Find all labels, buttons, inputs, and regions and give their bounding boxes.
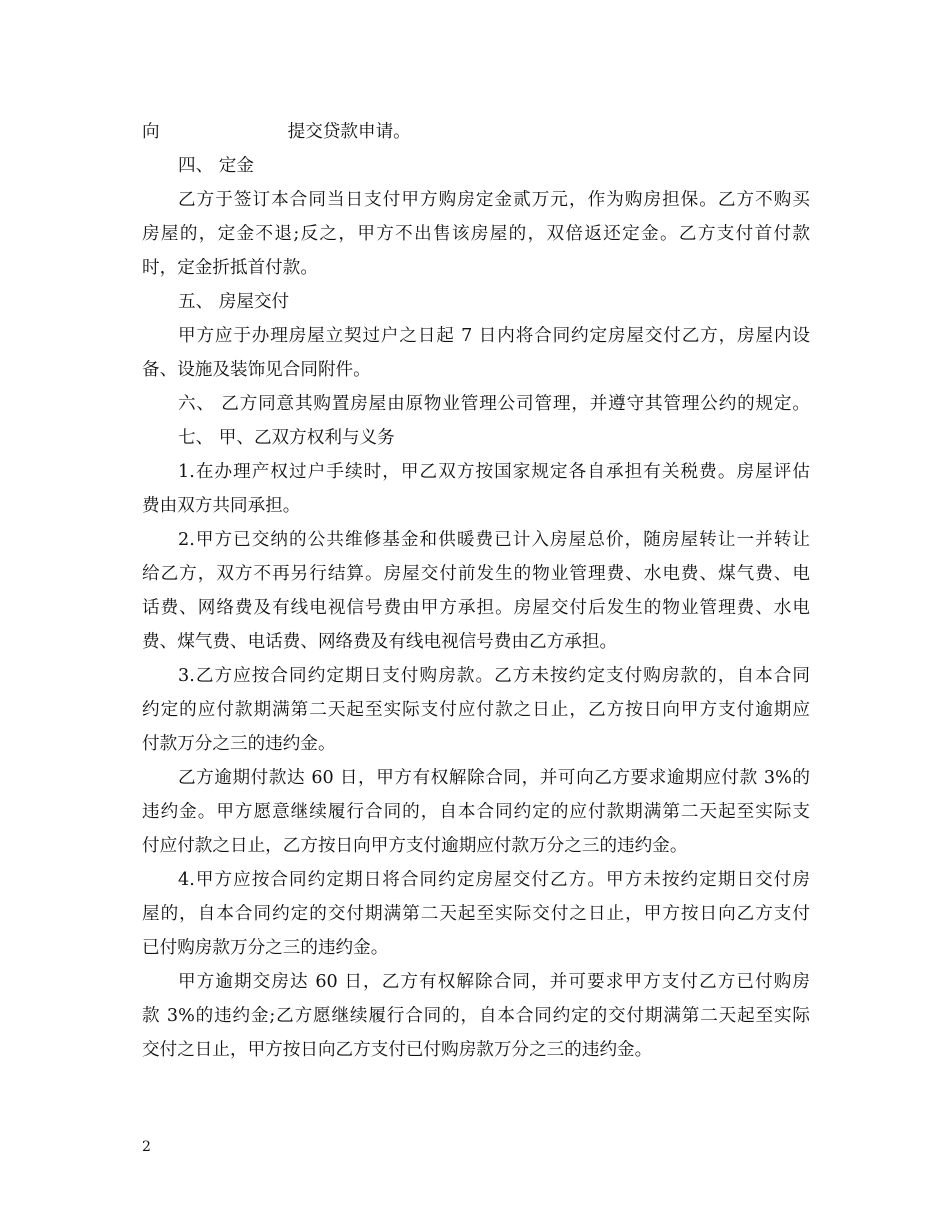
line-text: 已付购房款万分之三的违约金。 — [142, 938, 389, 958]
line-text: 付款万分之三的违约金。 — [142, 734, 336, 754]
text-line — [142, 761, 810, 795]
line-text: 交付之日止，甲方按日向乙方支付已付购房款万分之三的违约金。 — [142, 1040, 653, 1060]
text-line — [142, 591, 810, 625]
line-text: 约定的应付款期满第二天起至实际支付应付款之日止，乙方按日向甲方支付逾期应 — [142, 700, 810, 720]
page-number: 2 — [142, 1139, 151, 1155]
line-text: 给乙方，双方不再另行结算。房屋交付前发生的物业管理费、水电费、煤气费、电 — [142, 564, 810, 584]
line-text: 费由双方共同承担。 — [142, 496, 301, 516]
text-segment: 向 — [142, 122, 160, 142]
text-line — [142, 693, 810, 727]
text-line — [142, 965, 810, 999]
text-line — [142, 557, 810, 591]
text-line — [142, 659, 810, 693]
text-line — [142, 1033, 810, 1067]
text-line — [142, 251, 810, 285]
text-segment: 提交贷款申请。 — [287, 122, 411, 142]
text-line — [142, 523, 810, 557]
line-text: 时，定金折抵首付款。 — [142, 258, 318, 278]
text-line — [142, 489, 810, 523]
text-line — [142, 863, 810, 897]
text-line — [142, 217, 810, 251]
text-line — [142, 319, 810, 353]
text-line — [142, 353, 810, 387]
text-line — [142, 149, 810, 183]
text-line — [142, 795, 810, 829]
text-line — [142, 897, 810, 931]
text-line — [142, 285, 810, 319]
line-text: 1.在办理产权过户手续时，甲乙双方按国家规定各自承担有关税费。房屋评估 — [178, 462, 810, 482]
line-text: 4.甲方应按合同约定期日将合同约定房屋交付乙方。甲方未按约定期日交付房 — [178, 870, 810, 890]
line-text: 付应付款之日止，乙方按日向甲方支付逾期应付款万分之三的违约金。 — [142, 836, 688, 856]
line-text: 六、 乙方同意其购置房屋由原物业管理公司管理，并遵守其管理公约的规定。 — [178, 394, 810, 414]
line-text: 五、 房屋交付 — [178, 292, 290, 312]
text-line — [142, 829, 810, 863]
text-line — [142, 183, 810, 217]
contract-body — [142, 115, 810, 1067]
text-line — [142, 931, 810, 965]
text-line — [142, 421, 810, 455]
line-text: 房屋的，定金不退;反之，甲方不出售该房屋的，双倍返还定金。乙方支付首付款 — [142, 224, 810, 244]
text-line — [142, 625, 810, 659]
line-text: 四、 定金 — [178, 156, 254, 176]
text-line — [142, 455, 810, 489]
line-text: 乙方逾期付款达 60 日，甲方有权解除合同，并可向乙方要求逾期应付款 3%的 — [178, 768, 810, 788]
line-text: 2.甲方已交纳的公共维修基金和供暖费已计入房屋总价，随房屋转让一并转让 — [178, 530, 810, 550]
line-text: 话费、网络费及有线电视信号费由甲方承担。房屋交付后发生的物业管理费、水电 — [142, 598, 810, 618]
line-text: 甲方逾期交房达 60 日，乙方有权解除合同，并可要求甲方支付乙方已付购房 — [178, 972, 810, 992]
line-text: 款 3%的违约金;乙方愿继续履行合同的，自本合同约定的交付期满第二天起至实际 — [142, 1006, 810, 1026]
text-line — [142, 727, 810, 761]
line-text: 七、 甲、乙双方权利与义务 — [178, 428, 395, 448]
line-text: 违约金。甲方愿意继续履行合同的，自本合同约定的应付款期满第二天起至实际支 — [142, 802, 810, 822]
text-line — [142, 115, 810, 149]
line-text: 备、设施及装饰见合同附件。 — [142, 360, 371, 380]
text-line — [142, 387, 810, 421]
line-text: 费、煤气费、电话费、网络费及有线电视信号费由乙方承担。 — [142, 632, 618, 652]
line-text: 甲方应于办理房屋立契过户之日起 7 日内将合同约定房屋交付乙方，房屋内设 — [178, 326, 810, 346]
text-line — [142, 999, 810, 1033]
line-text: 屋的，自本合同约定的交付期满第二天起至实际交付之日止，甲方按日向乙方支付 — [142, 904, 810, 924]
line-text: 3.乙方应按合同约定期日支付购房款。乙方未按约定支付购房款的，自本合同 — [178, 666, 810, 686]
line-text: 乙方于签订本合同当日支付甲方购房定金贰万元，作为购房担保。乙方不购买 — [178, 190, 810, 210]
